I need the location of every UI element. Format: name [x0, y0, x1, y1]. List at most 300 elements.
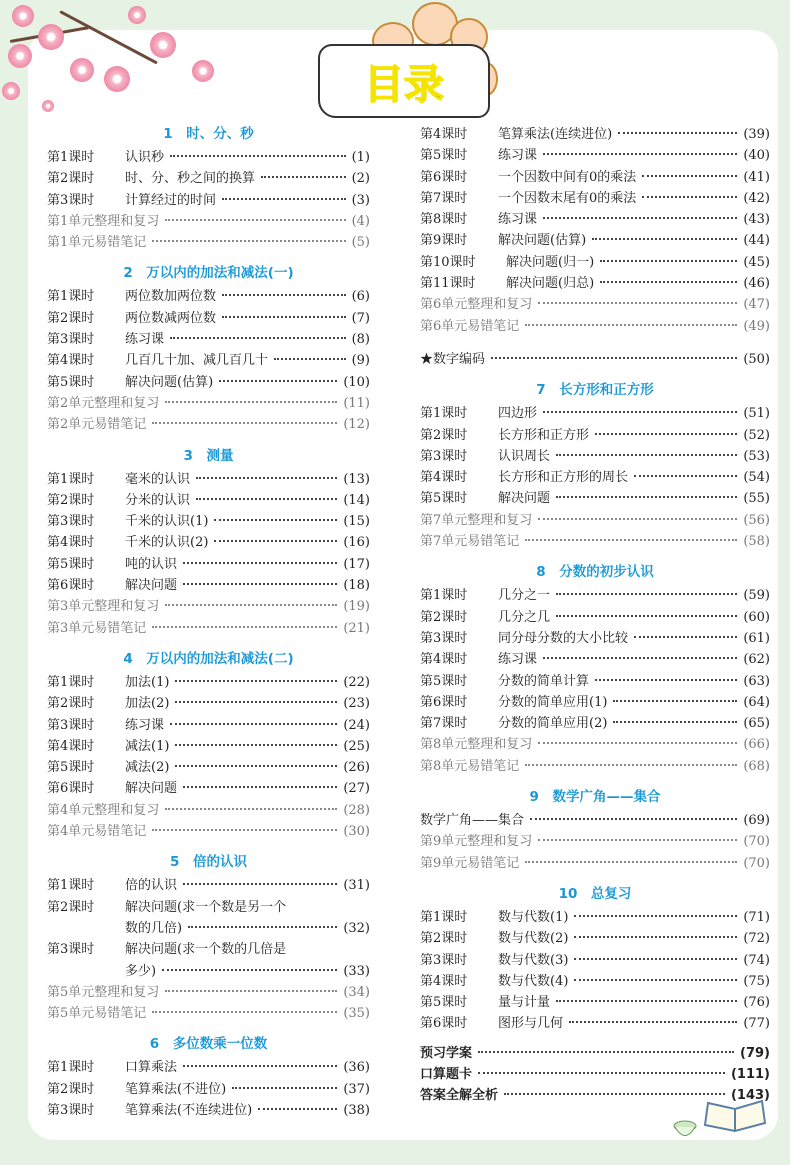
entry-title: 口算题卡	[420, 1066, 473, 1082]
entry-title: 加法(1)	[125, 674, 170, 690]
lesson-label: 第4课时	[47, 535, 95, 551]
lesson-label: 第2课时	[47, 1081, 95, 1097]
lesson-label: 第1课时	[420, 588, 468, 604]
lesson-label: 第6课时	[47, 578, 95, 594]
dot-leader	[543, 411, 737, 413]
toc-entry[interactable]	[420, 734, 770, 755]
dot-leader	[222, 316, 346, 318]
entry-title: 几分之一	[498, 588, 551, 604]
dot-leader	[556, 615, 737, 617]
toc-entry[interactable]	[420, 971, 770, 992]
page-number: (22)	[343, 674, 370, 690]
toc-entry[interactable]	[420, 230, 770, 251]
toc-entry[interactable]	[420, 992, 770, 1013]
page-number: (54)	[743, 470, 770, 486]
entry-title: 数学广角——集合	[420, 813, 525, 829]
entry-title: 第2单元整理和复习	[47, 395, 160, 411]
lesson-label: 第4课时	[420, 470, 468, 486]
dot-leader	[214, 540, 337, 542]
toc-entry[interactable]	[420, 425, 770, 446]
entry-title: 笔算乘法(不连续进位)	[125, 1102, 253, 1118]
toc-entry[interactable]	[47, 286, 370, 307]
page-number: (6)	[351, 289, 370, 305]
toc-entry[interactable]	[47, 939, 370, 960]
toc-entry[interactable]	[47, 618, 370, 639]
toc-entry[interactable]	[420, 124, 770, 145]
page-number: (21)	[343, 620, 370, 636]
toc-entry-continued[interactable]	[47, 918, 370, 939]
entry-title: 数与代数(2)	[498, 931, 569, 947]
entry-title-line2: 多少)	[125, 963, 157, 979]
dot-leader	[175, 765, 337, 767]
lesson-label: 第3课时	[420, 448, 468, 464]
dot-leader	[170, 723, 337, 725]
entry-title: 第6单元整理和复习	[420, 297, 533, 313]
toc-entry[interactable]	[47, 350, 370, 371]
entry-title: 解决问题(估算)	[125, 374, 214, 390]
page-number: (38)	[343, 1102, 370, 1118]
page-number: (51)	[743, 406, 770, 422]
toc-entry[interactable]	[420, 671, 770, 692]
page-number: (24)	[343, 717, 370, 733]
dot-leader	[543, 153, 737, 155]
toc-entry[interactable]	[47, 372, 370, 393]
page-number: (31)	[343, 878, 370, 894]
lesson-label: 第5课时	[47, 760, 95, 776]
entry-title: 第5单元整理和复习	[47, 984, 160, 1000]
toc-entry[interactable]	[420, 273, 770, 294]
page-number: (47)	[743, 297, 770, 313]
toc-entry[interactable]	[420, 316, 770, 337]
toc-entry[interactable]	[420, 252, 770, 273]
section-heading: 7 长方形和正方形	[536, 382, 654, 399]
toc-entry[interactable]	[420, 188, 770, 209]
dot-leader	[175, 680, 337, 682]
lesson-label: 第2课时	[47, 492, 95, 508]
entry-title: 第7单元整理和复习	[420, 512, 533, 528]
toc-entry[interactable]	[420, 1064, 770, 1085]
entry-title: 同分母分数的大小比较	[498, 630, 629, 646]
toc-entry[interactable]	[47, 897, 370, 918]
lesson-label: 第2课时	[47, 310, 95, 326]
section-heading: 1 时、分、秒	[163, 126, 254, 142]
page-title: 目录	[364, 61, 444, 108]
entry-title: 分米的认识	[125, 492, 191, 508]
dot-leader	[618, 132, 737, 134]
toc-entry[interactable]	[47, 308, 370, 329]
entry-title: 第8单元整理和复习	[420, 737, 533, 753]
dot-leader	[165, 604, 337, 606]
entry-title: 练习课	[125, 332, 165, 348]
dot-leader	[152, 1011, 337, 1013]
entry-title: 长方形和正方形	[498, 427, 590, 443]
dot-leader	[525, 539, 737, 541]
dot-leader	[183, 583, 337, 585]
lesson-label: 第6课时	[420, 169, 468, 185]
toc-entry[interactable]	[420, 403, 770, 424]
lesson-label: 第6课时	[420, 694, 468, 710]
page-number: (49)	[743, 318, 770, 334]
dot-leader	[600, 260, 737, 262]
toc-entry[interactable]	[420, 1013, 770, 1034]
lesson-label: 第5课时	[47, 374, 95, 390]
entry-title: 笔算乘法(不进位)	[125, 1081, 227, 1097]
entry-title: 解决问题	[125, 578, 178, 594]
page-number: (10)	[343, 374, 370, 390]
page-number: (55)	[743, 491, 770, 507]
dot-leader	[478, 1051, 734, 1053]
dot-leader	[525, 861, 737, 863]
dot-leader	[600, 281, 737, 283]
lesson-label: 第1课时	[47, 878, 95, 894]
page-number: (53)	[743, 448, 770, 464]
page-number: (43)	[743, 212, 770, 228]
toc-entry[interactable]	[47, 232, 370, 253]
toc-entry[interactable]	[420, 692, 770, 713]
section-heading: 8 分数的初步认识	[536, 564, 654, 581]
toc-entry[interactable]	[47, 393, 370, 414]
dot-leader	[152, 422, 337, 424]
dot-leader	[152, 829, 337, 831]
dot-leader	[222, 198, 346, 200]
page-number: (27)	[343, 781, 370, 797]
dot-leader	[634, 636, 737, 638]
toc-entry[interactable]	[420, 810, 770, 831]
toc-entry[interactable]	[47, 490, 370, 511]
dot-leader	[165, 219, 345, 221]
toc-entry[interactable]	[47, 982, 370, 1003]
entry-title: 数与代数(3)	[498, 952, 569, 968]
toc-entry[interactable]	[420, 167, 770, 188]
page-number: (74)	[743, 952, 770, 968]
dot-leader	[634, 475, 737, 477]
toc-entry[interactable]	[47, 672, 370, 693]
toc-entry[interactable]	[47, 800, 370, 821]
toc-entry[interactable]	[47, 211, 370, 232]
entry-title: 两位数减两位数	[125, 310, 217, 326]
dot-leader	[574, 915, 737, 917]
toc-entry[interactable]	[420, 467, 770, 488]
lesson-label: 第4课时	[420, 973, 468, 989]
toc-left-column	[47, 124, 370, 1121]
toc-entry[interactable]	[420, 585, 770, 606]
page-number: (8)	[351, 332, 370, 348]
entry-title-line2: 数的几倍)	[125, 920, 183, 936]
toc-entry-continued[interactable]	[47, 961, 370, 982]
toc-entry[interactable]	[47, 329, 370, 350]
dot-leader	[152, 240, 345, 242]
lesson-label: 第3课时	[47, 942, 95, 958]
dot-leader	[175, 701, 337, 703]
page-number: (61)	[743, 630, 770, 646]
toc-entry[interactable]	[47, 414, 370, 435]
lesson-label: 第6课时	[420, 1016, 468, 1032]
section-heading: 6 多位数乘一位数	[149, 1036, 268, 1053]
page-number: (4)	[351, 213, 370, 229]
dot-leader	[538, 839, 737, 841]
toc-entry[interactable]	[47, 575, 370, 596]
entry-title: 第5单元易错笔记	[47, 1006, 147, 1022]
dot-leader	[196, 477, 337, 479]
dot-leader	[613, 700, 737, 702]
entry-title: 解决问题(求一个数是另一个	[125, 899, 287, 915]
toc-entry[interactable]	[420, 907, 770, 928]
page-number: (44)	[743, 233, 770, 249]
lesson-label: 第2课时	[420, 427, 468, 443]
dot-leader	[525, 764, 737, 766]
lesson-label: 第1课时	[420, 406, 468, 422]
toc-entry[interactable]	[420, 756, 770, 777]
entry-title: 解决问题	[498, 491, 551, 507]
page-number: (56)	[743, 512, 770, 528]
dot-leader	[642, 196, 737, 198]
toc-entry[interactable]	[420, 510, 770, 531]
toc-entry[interactable]	[47, 190, 370, 211]
entry-title: 吨的认识	[125, 556, 178, 572]
dot-leader	[165, 808, 337, 810]
page-number: (35)	[343, 1006, 370, 1022]
entry-title: 几百几十加、减几百几十	[125, 353, 269, 369]
page-number: (76)	[743, 995, 770, 1011]
lesson-label: 第3课时	[47, 192, 95, 208]
page-number: (50)	[743, 351, 770, 367]
entry-title: 笔算乘法(连续进位)	[498, 127, 613, 142]
dot-leader	[538, 518, 737, 520]
toc-entry[interactable]	[47, 596, 370, 617]
dot-leader	[592, 238, 737, 240]
entry-title: 认识周长	[498, 448, 551, 464]
toc-entry[interactable]	[47, 757, 370, 778]
dot-leader	[569, 1021, 737, 1023]
entry-title: 认识秒	[125, 150, 165, 165]
lesson-label: 第8课时	[420, 212, 468, 228]
entry-title: 解决问题(归一)	[506, 254, 595, 270]
entry-title: 解决问题(归总)	[506, 276, 595, 292]
toc-entry[interactable]	[47, 168, 370, 189]
dot-leader	[595, 433, 737, 435]
page-number: (19)	[343, 599, 370, 615]
toc-entry[interactable]	[47, 736, 370, 757]
dot-leader	[574, 936, 737, 938]
page-number: (12)	[343, 417, 370, 433]
lesson-label: 第1课时	[47, 150, 95, 165]
toc-entry[interactable]	[420, 209, 770, 230]
page-number: (46)	[743, 276, 770, 292]
section-heading: 10 总复习	[558, 885, 632, 902]
lesson-label: 第5课时	[420, 995, 468, 1011]
page-number: (59)	[743, 588, 770, 604]
page-number: (79)	[740, 1045, 770, 1061]
entry-title: 解决问题(估算)	[498, 233, 587, 249]
entry-title: 第3单元易错笔记	[47, 620, 147, 636]
page-number: (11)	[343, 395, 370, 411]
dot-leader	[574, 979, 737, 981]
dot-leader	[574, 958, 737, 960]
page-number: (9)	[351, 353, 370, 369]
page-number: (63)	[743, 673, 770, 689]
page-number: (2)	[351, 171, 370, 187]
lesson-label: 第2课时	[47, 171, 95, 187]
lesson-label: 第2课时	[420, 609, 468, 625]
page-number: (70)	[743, 834, 770, 850]
section-heading: 5 倍的认识	[170, 854, 247, 871]
dot-leader	[183, 786, 337, 788]
toc-entry[interactable]	[420, 488, 770, 509]
page-number: (41)	[743, 169, 770, 185]
toc-entry[interactable]	[47, 1079, 370, 1100]
toc-entry[interactable]	[420, 649, 770, 670]
page-number: (23)	[343, 696, 370, 712]
toc-entry[interactable]	[47, 715, 370, 736]
toc-entry[interactable]	[420, 853, 770, 874]
lesson-label: 第1课时	[47, 289, 95, 305]
entry-title: 一个因数末尾有0的乘法	[498, 190, 637, 206]
dot-leader	[214, 519, 337, 521]
entry-title: 量与计量	[498, 995, 551, 1011]
lesson-label: 第4课时	[420, 652, 468, 668]
lesson-label: 第3课时	[47, 514, 95, 530]
page-number: (75)	[743, 973, 770, 989]
entry-title: 毫米的认识	[125, 471, 191, 487]
page-number: (71)	[743, 909, 770, 925]
entry-title: 预习学案	[420, 1045, 473, 1061]
page-number: (72)	[743, 931, 770, 947]
page-number: (25)	[343, 738, 370, 754]
entry-title: 解决问题(求一个数的几倍是	[125, 942, 287, 958]
page-number: (62)	[743, 652, 770, 668]
toc-entry[interactable]	[420, 607, 770, 628]
toc-entry[interactable]	[420, 145, 770, 166]
entry-title: 练习课	[125, 717, 165, 733]
entry-title: 解决问题	[125, 781, 178, 797]
lesson-label: 第5课时	[420, 673, 468, 689]
page-number: (28)	[343, 802, 370, 818]
toc-entry[interactable]	[420, 950, 770, 971]
open-book-icon	[700, 1095, 770, 1135]
toc-entry[interactable]	[420, 349, 770, 370]
toc-entry[interactable]	[420, 928, 770, 949]
page-number: (33)	[343, 963, 370, 979]
entry-title: 第3单元整理和复习	[47, 599, 160, 615]
toc-entry[interactable]	[47, 875, 370, 896]
dot-leader	[491, 357, 737, 359]
entry-title: 第1单元整理和复习	[47, 213, 160, 229]
toc-right-column	[420, 124, 770, 1107]
lesson-label: 第1课时	[47, 1060, 95, 1076]
toc-entry[interactable]	[420, 831, 770, 852]
lesson-label: 第3课时	[47, 1102, 95, 1118]
toc-entry[interactable]	[420, 531, 770, 552]
entry-title: 分数的简单应用(1)	[498, 694, 608, 710]
lesson-label: 第2课时	[420, 931, 468, 947]
toc-entry[interactable]	[47, 821, 370, 842]
page-number: (14)	[343, 492, 370, 508]
toc-entry[interactable]	[420, 446, 770, 467]
entry-title: 长方形和正方形的周长	[498, 470, 629, 486]
entry-title: 第9单元易错笔记	[420, 855, 520, 871]
entry-title: 口算乘法	[125, 1060, 178, 1076]
dot-leader	[642, 175, 737, 177]
entry-title: 时、分、秒之间的换算	[125, 171, 256, 187]
toc-entry[interactable]	[47, 469, 370, 490]
lesson-label: 第11课时	[420, 276, 476, 292]
page-number: (7)	[351, 310, 370, 326]
toc-entry[interactable]	[47, 554, 370, 575]
toc-entry[interactable]	[420, 1043, 770, 1064]
lesson-label: 第1课时	[420, 909, 468, 925]
page-number: (69)	[743, 813, 770, 829]
lesson-label: 第3课时	[47, 717, 95, 733]
entry-title: 第2单元易错笔记	[47, 417, 147, 433]
section-heading: 3 测量	[183, 447, 234, 464]
toc-entry[interactable]	[47, 1100, 370, 1121]
page-number: (36)	[343, 1060, 370, 1076]
lesson-label: 第9课时	[420, 233, 468, 249]
toc-entry[interactable]	[47, 147, 370, 168]
page-number: (143)	[730, 1088, 770, 1104]
page-number: (34)	[343, 984, 370, 1000]
page-number: (26)	[343, 760, 370, 776]
dot-leader	[504, 1093, 725, 1095]
dot-leader	[165, 401, 337, 403]
page-number: (32)	[343, 920, 370, 936]
entry-title: 千米的认识(1)	[125, 514, 209, 530]
dot-leader	[613, 721, 737, 723]
toc-entry[interactable]	[47, 511, 370, 532]
page-number: (17)	[343, 556, 370, 572]
lesson-label: 第6课时	[47, 781, 95, 797]
toc-entry[interactable]	[47, 1003, 370, 1024]
entry-title: 第6单元易错笔记	[420, 318, 520, 334]
entry-title: 四边形	[498, 406, 538, 422]
section-heading: 4 万以内的加法和减法(二)	[123, 650, 294, 667]
toc-entry[interactable]	[47, 1057, 370, 1078]
entry-title: 第7单元易错笔记	[420, 534, 520, 550]
page-number: (40)	[743, 148, 770, 164]
toc-entry[interactable]	[420, 628, 770, 649]
dot-leader	[274, 358, 346, 360]
entry-title: 数与代数(4)	[498, 973, 569, 989]
lesson-label: 第7课时	[420, 716, 468, 732]
lesson-label: 第3课时	[47, 332, 95, 348]
toc-entry[interactable]	[47, 778, 370, 799]
dot-leader	[165, 990, 337, 992]
dot-leader	[222, 294, 346, 296]
dot-leader	[556, 593, 737, 595]
entry-title: 数与代数(1)	[498, 909, 569, 925]
dot-leader	[183, 562, 337, 564]
page-number: (1)	[351, 150, 370, 165]
lesson-label: 第2课时	[47, 899, 95, 915]
dot-leader	[556, 496, 737, 498]
lesson-label: 第4课时	[47, 738, 95, 754]
entry-title: 答案全解全析	[420, 1088, 499, 1104]
entry-title: 一个因数中间有0的乘法	[498, 169, 637, 185]
toc-entry[interactable]	[420, 294, 770, 315]
dot-leader	[170, 155, 346, 157]
page-number: (65)	[743, 716, 770, 732]
toc-entry[interactable]	[420, 713, 770, 734]
toc-entry[interactable]	[47, 693, 370, 714]
lesson-label: 第7课时	[420, 190, 468, 206]
toc-entry[interactable]	[47, 532, 370, 553]
lesson-label: 第1课时	[47, 471, 95, 487]
dot-leader	[556, 1000, 737, 1002]
dot-leader	[261, 176, 346, 178]
entry-title: 练习课	[498, 212, 538, 228]
page-number: (5)	[351, 235, 370, 251]
lesson-label: 第5课时	[420, 148, 468, 164]
